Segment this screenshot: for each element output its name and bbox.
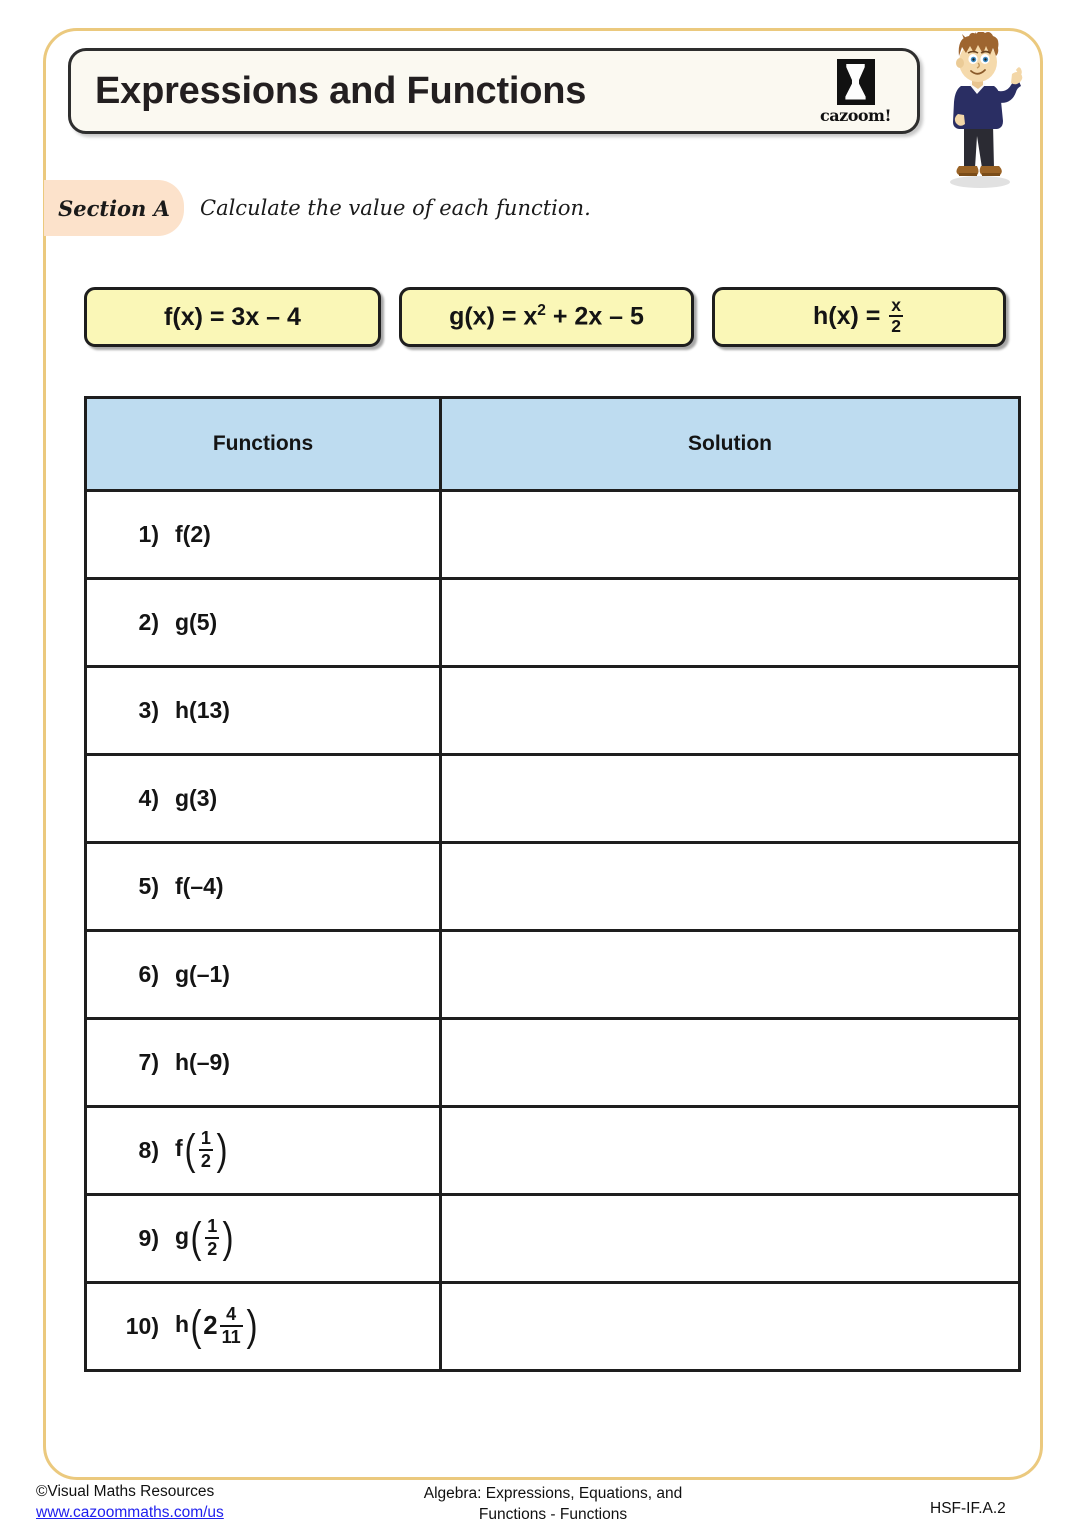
question-function-name: h (175, 1311, 190, 1338)
fraction (220, 1305, 243, 1345)
answer-text (442, 1284, 1018, 1369)
question-number-value (197, 1130, 215, 1170)
answer-cell[interactable] (441, 579, 1020, 667)
question-cell (86, 579, 441, 667)
answer-text (442, 1196, 1018, 1281)
table-row (86, 491, 1020, 579)
function-g-exponent: 2 (537, 302, 546, 320)
answer-text (442, 668, 1018, 753)
question-number: 10) (125, 1313, 159, 1339)
table-row (86, 1283, 1020, 1371)
question-expression: g(3) (175, 785, 218, 811)
question-expression: h(–9) (175, 1049, 230, 1075)
fraction (205, 1217, 219, 1257)
paren-open: ( (184, 1126, 196, 1175)
answer-cell[interactable] (441, 667, 1020, 755)
question-cell (86, 1107, 441, 1195)
cazoom-logo (820, 59, 891, 124)
question-expression (175, 1126, 229, 1175)
function-h-numerator: x (891, 294, 902, 315)
section-tab-label: Section A (58, 195, 170, 221)
question-number: 5) (138, 873, 159, 899)
table-row (86, 1019, 1020, 1107)
answer-cell[interactable] (441, 843, 1020, 931)
page-footer (0, 1482, 1086, 1536)
footer-topic-line1: Algebra: Expressions, Equations, and (423, 1485, 683, 1502)
question-cell (86, 491, 441, 579)
section-instruction: Calculate the value of each function. (200, 196, 591, 220)
question-number: 1) (138, 521, 159, 547)
fraction-numerator: 1 (200, 1128, 211, 1149)
footer-standard-code: HSF-IF.A.2 (930, 1500, 1006, 1517)
question-number: 6) (138, 961, 159, 987)
question-expression: f(2) (175, 521, 211, 547)
question-parentheses (189, 1302, 259, 1351)
paren-close: ) (222, 1214, 234, 1263)
cazoom-hourglass-icon (837, 59, 875, 105)
function-g-rhs: + 2x – 5 (545, 302, 644, 331)
question-expression: h(13) (175, 697, 230, 723)
answer-text (442, 1108, 1018, 1193)
answer-cell[interactable] (441, 755, 1020, 843)
table-row (86, 843, 1020, 931)
function-h-fraction (889, 294, 903, 336)
question-number: 9) (138, 1225, 159, 1251)
function-box-f (84, 287, 381, 347)
footer-topic-line2: Functions - Functions (478, 1505, 628, 1523)
paren-open: ( (190, 1214, 202, 1263)
question-number: 8) (138, 1137, 159, 1163)
function-h-denominator: 2 (891, 316, 902, 336)
table-row (86, 931, 1020, 1019)
paren-close: ) (216, 1126, 228, 1175)
function-definitions (84, 287, 1006, 347)
page-title: Expressions and Functions (95, 69, 587, 112)
answer-cell[interactable] (441, 1019, 1020, 1107)
question-number-value (203, 1306, 244, 1346)
paren-close: ) (246, 1302, 258, 1351)
table-header-row (86, 398, 1020, 491)
function-h-expression (812, 294, 905, 337)
question-number: 3) (138, 697, 159, 723)
answer-cell[interactable] (441, 1283, 1020, 1371)
question-expression: g(5) (175, 609, 218, 635)
answer-text (442, 580, 1018, 665)
fraction-numerator: 4 (226, 1304, 237, 1325)
column-header-solution: Solution (441, 398, 1020, 491)
answer-text (442, 932, 1018, 1017)
table-row (86, 579, 1020, 667)
question-expression (175, 1302, 259, 1351)
question-number: 4) (138, 785, 159, 811)
footer-topic (363, 1484, 743, 1526)
worksheet-title-bar (68, 48, 920, 134)
question-expression (175, 1214, 235, 1263)
function-g-lhs: g(x) = x (449, 302, 538, 331)
function-box-g (399, 287, 694, 347)
cazoom-wordmark: cazoom! (820, 105, 891, 125)
fraction-numerator: 1 (207, 1216, 218, 1237)
question-parentheses (183, 1126, 229, 1175)
question-expression: f(–4) (175, 873, 224, 899)
question-number: 2) (138, 609, 159, 635)
fraction-denominator: 2 (207, 1238, 218, 1259)
question-cell (86, 931, 441, 1019)
footer-copyright-block (36, 1482, 224, 1524)
fraction-denominator: 2 (200, 1150, 211, 1171)
table-row (86, 1195, 1020, 1283)
column-header-functions: Functions (86, 398, 441, 491)
answer-text (442, 1020, 1018, 1105)
table-row (86, 1107, 1020, 1195)
question-cell (86, 843, 441, 931)
question-cell (86, 667, 441, 755)
function-f-expression: f(x) = 3x – 4 (164, 302, 301, 331)
question-function-name: g (175, 1223, 190, 1250)
function-h-lhs: h(x) = (812, 301, 888, 330)
section-tab (44, 180, 184, 236)
paren-open: ( (190, 1302, 202, 1351)
answer-text (442, 756, 1018, 841)
question-parentheses (189, 1214, 235, 1263)
fraction-denominator: 11 (221, 1326, 241, 1347)
answer-text (442, 492, 1018, 577)
answer-cell[interactable] (441, 1107, 1020, 1195)
answer-cell[interactable] (441, 1195, 1020, 1283)
answer-text (442, 844, 1018, 929)
question-cell (86, 1019, 441, 1107)
answer-cell[interactable] (441, 931, 1020, 1019)
table-row (86, 755, 1020, 843)
mascot-boy-illustration (928, 32, 1028, 192)
question-number-value (203, 1218, 221, 1258)
questions-table (84, 396, 1021, 1372)
question-cell (86, 755, 441, 843)
table-row (86, 667, 1020, 755)
question-cell (86, 1195, 441, 1283)
question-number: 7) (138, 1049, 159, 1075)
footer-copyright: ©Visual Maths Resources (36, 1483, 215, 1500)
mixed-whole-part: 2 (203, 1312, 218, 1340)
question-expression: g(–1) (175, 961, 230, 987)
footer-website-link[interactable]: www.cazoommaths.com/us (36, 1503, 224, 1521)
question-function-name: f (175, 1135, 183, 1162)
function-g-expression (449, 302, 644, 331)
function-box-h (712, 287, 1006, 347)
fraction (199, 1129, 213, 1169)
question-cell (86, 1283, 441, 1371)
table-body (86, 491, 1020, 1371)
answer-cell[interactable] (441, 491, 1020, 579)
